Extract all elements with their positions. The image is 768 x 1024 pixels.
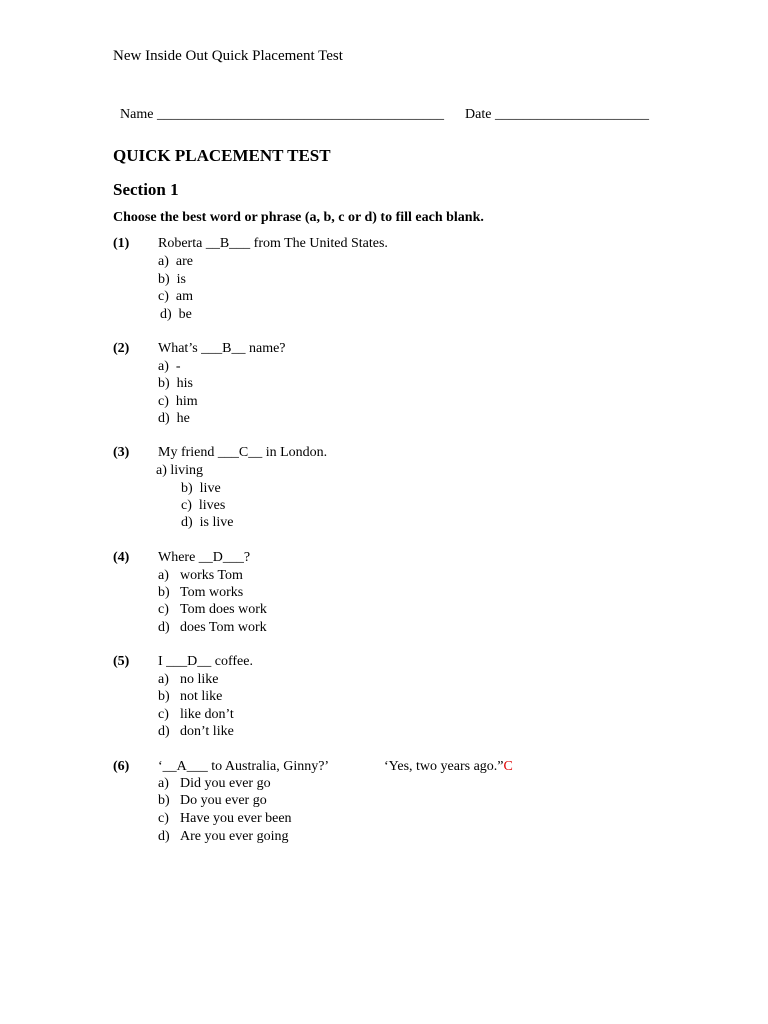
option-text: don’t like bbox=[180, 724, 234, 739]
option-d: d) be bbox=[160, 307, 192, 322]
option-d: d) is live bbox=[181, 515, 234, 530]
question-number: (5) bbox=[113, 654, 130, 669]
test-title: QUICK PLACEMENT TEST bbox=[113, 146, 331, 165]
reply-text: ‘Yes, two years ago.” bbox=[384, 759, 504, 774]
option-letter: b) bbox=[158, 585, 170, 600]
option-d bbox=[158, 725, 234, 739]
option-c: c) him bbox=[158, 394, 198, 409]
answer-annotation: C bbox=[503, 759, 513, 774]
option-b bbox=[158, 586, 243, 600]
option-text: Do you ever go bbox=[180, 793, 267, 808]
document-title: New Inside Out Quick Placement Test bbox=[113, 48, 343, 64]
question-stem: My friend ___C__ in London. bbox=[158, 445, 328, 460]
option-letter: c) bbox=[158, 707, 169, 722]
option-b bbox=[158, 690, 222, 704]
question-stem: I ___D__ coffee. bbox=[158, 654, 253, 669]
question-number: (2) bbox=[113, 341, 130, 356]
name-label: Name bbox=[120, 107, 154, 122]
option-letter: b) bbox=[158, 689, 170, 704]
option-letter: b) bbox=[158, 793, 170, 808]
option-letter: d) bbox=[158, 724, 170, 739]
question-reply bbox=[384, 760, 513, 774]
option-d bbox=[158, 621, 267, 635]
option-a: a) - bbox=[158, 359, 181, 374]
option-a bbox=[158, 673, 219, 687]
option-letter: c) bbox=[158, 811, 169, 826]
option-text: Tom works bbox=[180, 585, 244, 600]
option-b: b) is bbox=[158, 272, 186, 287]
option-letter: a) bbox=[158, 568, 169, 583]
option-text: not like bbox=[180, 689, 223, 704]
option-text: no like bbox=[180, 672, 219, 687]
date-label: Date bbox=[465, 107, 492, 122]
option-letter: c) bbox=[158, 602, 169, 617]
option-a: a) are bbox=[158, 254, 193, 269]
instructions: Choose the best word or phrase (a, b, c or d) to fill each blank. bbox=[113, 210, 484, 225]
name-field bbox=[113, 94, 444, 122]
question-number: (3) bbox=[113, 445, 130, 460]
question-number: (6) bbox=[113, 759, 130, 774]
option-text: like don’t bbox=[180, 707, 234, 722]
option-text: Did you ever go bbox=[180, 776, 271, 791]
question-stem: Roberta __B___ from The United States. bbox=[158, 236, 388, 251]
option-letter: a) bbox=[158, 776, 169, 791]
option-d: d) he bbox=[158, 411, 190, 426]
option-text: works Tom bbox=[180, 568, 243, 583]
option-letter: d) bbox=[158, 829, 170, 844]
option-c bbox=[158, 812, 292, 826]
option-a bbox=[158, 777, 271, 791]
option-c: c) lives bbox=[181, 498, 226, 513]
section-title: Section 1 bbox=[113, 180, 179, 199]
option-a: a) living bbox=[156, 463, 204, 478]
question-stem: Where __D___? bbox=[158, 550, 251, 565]
option-b bbox=[158, 794, 267, 808]
option-text: Have you ever been bbox=[180, 811, 292, 826]
option-letter: d) bbox=[158, 620, 170, 635]
option-text: does Tom work bbox=[180, 620, 267, 635]
option-letter: a) bbox=[158, 672, 169, 687]
question-number: (1) bbox=[113, 236, 130, 251]
question-stem: What’s ___B__ name? bbox=[158, 341, 286, 356]
question-stem: ‘__A___ to Australia, Ginny?’ bbox=[158, 759, 330, 774]
option-d bbox=[158, 830, 288, 844]
option-c bbox=[158, 603, 267, 617]
option-text: Are you ever going bbox=[180, 829, 289, 844]
question-number: (4) bbox=[113, 550, 130, 565]
name-blank-line: _________________________________________ bbox=[156, 107, 444, 122]
option-a bbox=[158, 569, 243, 583]
option-b: b) live bbox=[181, 481, 221, 496]
option-b: b) his bbox=[158, 376, 193, 391]
date-field bbox=[458, 94, 649, 122]
option-c bbox=[158, 708, 234, 722]
option-text: Tom does work bbox=[180, 602, 267, 617]
option-c: c) am bbox=[158, 289, 193, 304]
date-blank-line: ______________________ bbox=[494, 107, 649, 122]
